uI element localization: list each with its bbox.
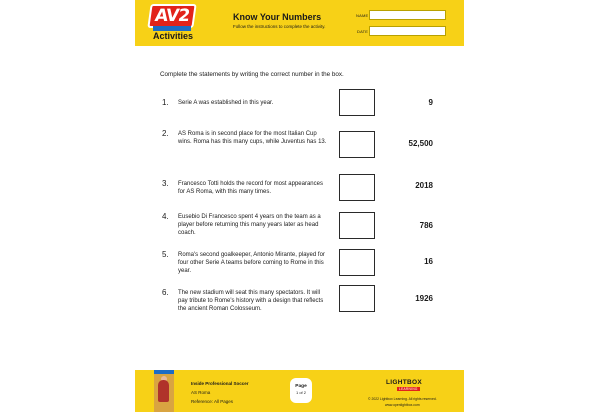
question-number: 2. xyxy=(162,129,169,138)
question-number: 1. xyxy=(162,98,169,107)
answer-box[interactable] xyxy=(339,249,375,276)
page-number: 1 of 2 xyxy=(295,390,306,395)
cover-title-band xyxy=(154,370,174,374)
question-number: 4. xyxy=(162,212,169,221)
logo-activities-label: Activities xyxy=(152,31,194,41)
footer-reference: Reference: All Pages xyxy=(191,399,234,404)
av2-logo xyxy=(147,4,199,42)
cover-player-figure xyxy=(158,380,169,402)
footer-series-title: Inside Professional Soccer xyxy=(191,381,249,386)
answer-value: 52,500 xyxy=(408,139,433,148)
copyright-text: © 2022 Lightbox Learning. All rights reserved. xyxy=(368,397,437,401)
instructions-text: Complete the statements by writing the correct number in the box. xyxy=(160,71,344,78)
question-text: The new stadium will seat this many spectators. It will pay tribute to Rome's history with a design that reflects the ancient Roman Colosseum. xyxy=(178,290,324,313)
answer-value: 9 xyxy=(428,98,433,107)
answer-box[interactable] xyxy=(339,89,375,116)
question-number: 6. xyxy=(162,288,169,297)
date-label: DATE xyxy=(357,29,369,34)
question-text: Serie A was established in this year. xyxy=(178,100,274,106)
worksheet-subtitle: Follow the instructions to complete the activity. xyxy=(233,24,326,29)
question-text: AS Roma is in second place for the most Italian Cup wins. Roma has this many cups, while Juventus has 13. xyxy=(178,131,327,146)
page-indicator xyxy=(290,378,312,403)
book-cover-thumbnail xyxy=(154,370,174,412)
question-number: 5. xyxy=(162,250,169,259)
answer-value: 2018 xyxy=(415,181,433,190)
lightbox-logo: LIGHTBOX xyxy=(386,379,422,386)
answer-box[interactable] xyxy=(339,285,375,312)
footer-band xyxy=(135,370,464,412)
answer-box[interactable] xyxy=(339,212,375,239)
question-number: 3. xyxy=(162,179,169,188)
question-text: Francesco Totti holds the record for most appearances for AS Roma, with this many times. xyxy=(178,181,323,196)
logo-av-mark: AV2 xyxy=(147,4,196,28)
page-label: Page xyxy=(295,384,307,389)
footer-book-title: AS Roma xyxy=(191,390,211,395)
lightbox-learning-tag: LEARNING xyxy=(399,387,418,391)
name-field[interactable] xyxy=(369,10,446,20)
answer-value: 786 xyxy=(419,221,433,230)
name-label: NAME xyxy=(356,13,369,18)
question-text: Roma's second goalkeeper, Antonio Mirante, played for four other Serie A teams before coming to Rome in this year. xyxy=(178,252,325,275)
question-text: Eusebio Di Francesco spent 4 years on the team as a player before returning this many years later as head coach. xyxy=(178,214,321,237)
answer-value: 16 xyxy=(424,257,433,266)
worksheet-title: Know Your Numbers xyxy=(233,12,322,22)
date-field[interactable] xyxy=(369,26,446,36)
answer-box[interactable] xyxy=(339,174,375,201)
header-band xyxy=(135,0,464,46)
website-link[interactable]: www.openlightbox.com xyxy=(385,403,420,407)
answer-value: 1926 xyxy=(415,294,433,303)
answer-box[interactable] xyxy=(339,131,375,158)
